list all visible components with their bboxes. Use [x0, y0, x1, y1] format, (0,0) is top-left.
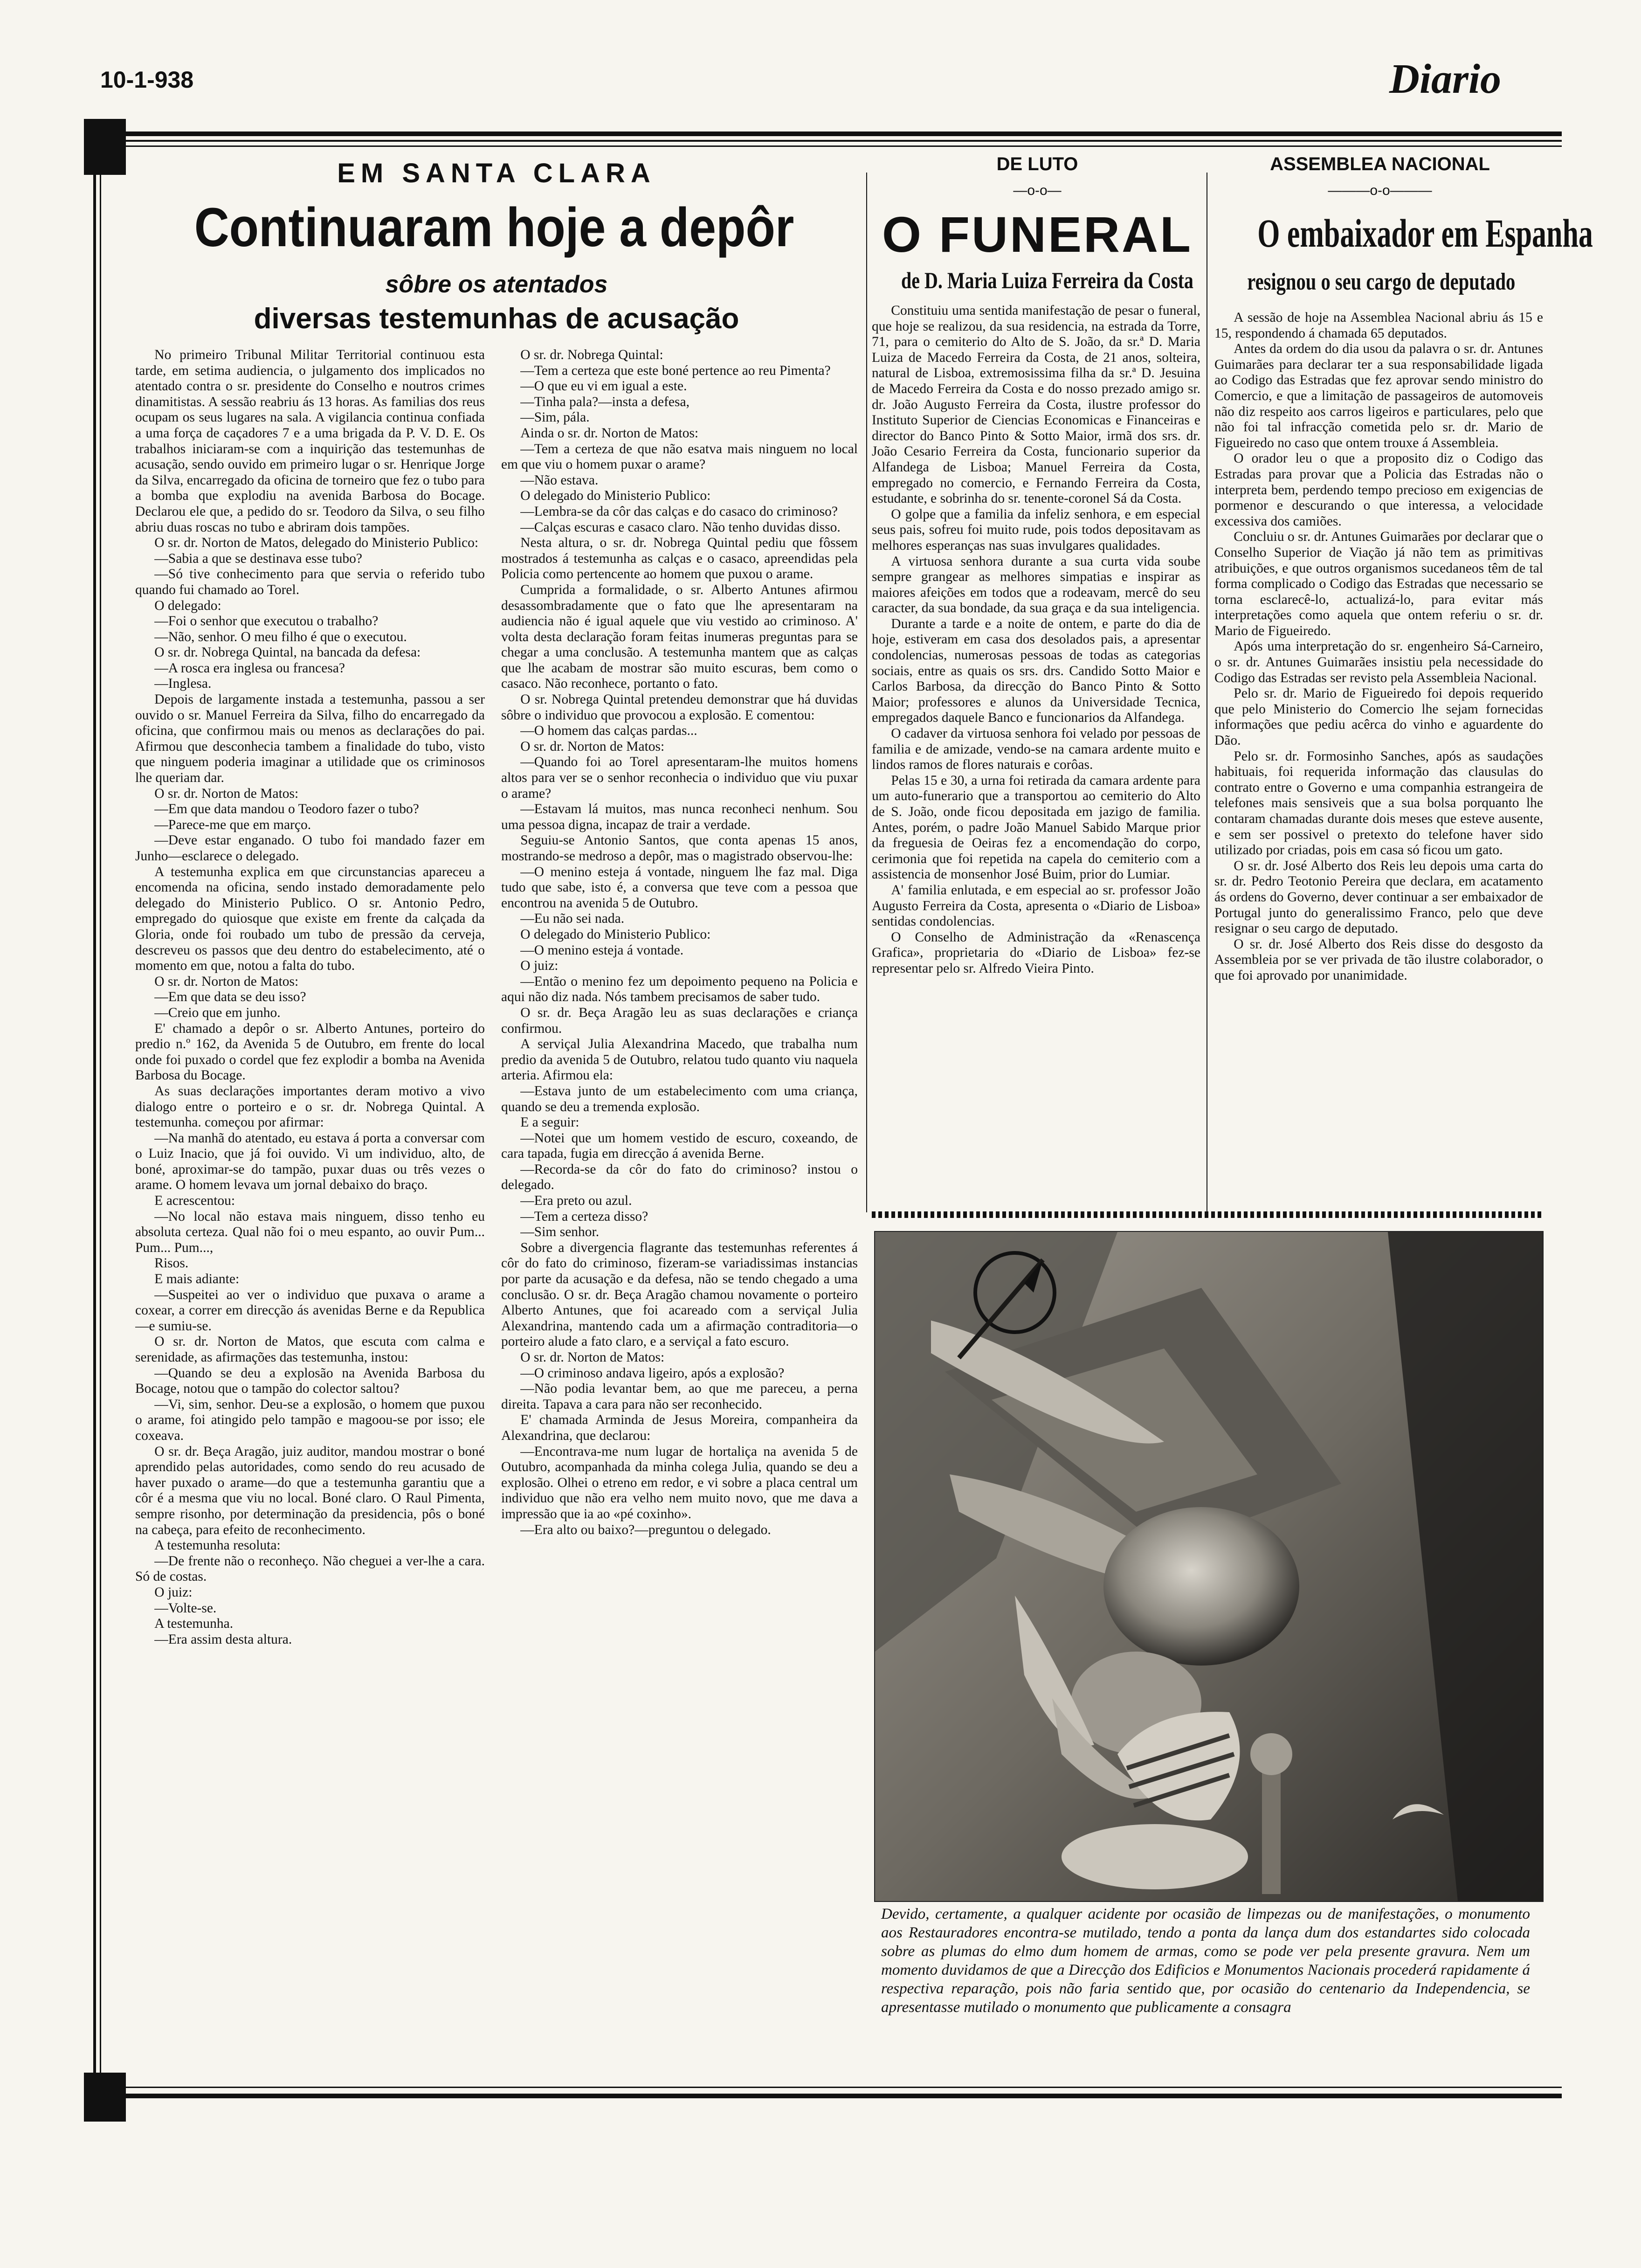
- article-paragraph: —Não estava.: [520, 472, 599, 488]
- santa-clara-kicker: EM SANTA CLARA: [337, 158, 656, 188]
- top-rule-thin: [126, 140, 1562, 142]
- article-paragraph: O sr. Nobrega Quintal pretendeu demonstrar que há duvidas sôbre o individuo que provocou a explosão. E comentou:: [501, 692, 858, 723]
- santa-clara-sub1: sôbre os atentados: [385, 271, 608, 298]
- assembleia-label: ASSEMBLEA NACIONAL: [1270, 154, 1490, 174]
- article-paragraph: O juiz:: [154, 1584, 193, 1600]
- article-paragraph: —Não podia levantar bem, ao que me pareceu, a perna direita. Tapava a cara para não ser reconhecido.: [501, 1381, 858, 1412]
- article-paragraph: O sr. dr. Nobrega Quintal, na bancada da defesa:: [154, 645, 421, 660]
- article-paragraph: O orador leu o que a proposito diz o Codigo das Estradas para provar que a Policia das Estradas não o interpreta bem, perdendo tempo precioso em exigencias de pormenor e descurando o que interessa, a velocidade excessiva dos camiões.: [1214, 451, 1543, 529]
- article-paragraph: O Conselho de Administração da «Renascença Grafica», proprietaria do «Diario de Lisboa» fez-se representar pelo sr. Alfredo Vieira Pinto.: [872, 929, 1200, 976]
- luto-label: DE LUTO: [996, 154, 1078, 174]
- article-paragraph: —Suspeitei ao ver o individuo que puxava o arame a coxear, a correr em direcção ás avenidas Berne e da Republica—e sumiu-se.: [135, 1287, 485, 1334]
- article-paragraph: E mais adiante:: [154, 1272, 240, 1287]
- article-paragraph: —Encontrava-me num lugar de hortaliça na avenida 5 de Outubro, acompanhada da minha colega Julia, quando se deu a explosão. Olhei o etreno em redor, e vi sobre a placa central um individuo que não era velho nem muito novo, que me dava a impressão que ia ao «pé coxinho».: [501, 1444, 858, 1521]
- article-paragraph: O cadaver da virtuosa senhora foi velado por pessoas de familia e de amizade, vendo-se na camara ardente muito e lindos ramos de flores naturais e corôas.: [872, 726, 1200, 773]
- article-paragraph: —O menino esteja á vontade.: [520, 942, 684, 958]
- luto-body: [872, 303, 1200, 1208]
- article-paragraph: Seguiu-se Antonio Santos, que conta apenas 15 anos, mostrando-se medroso a depôr, mas o magistrado observou-lhe:: [501, 833, 858, 864]
- article-paragraph: —Estava junto de um estabelecimento com uma criança, quando se deu a tremenda explosão.: [501, 1083, 858, 1114]
- article-paragraph: Cumprida a formalidade, o sr. Alberto Antunes afirmou desassombradamente que o fato que lhe apresentaram na audiencia não é igual aquele que viu vestido ao criminoso. A' volta desta declaração foram feitas inumeras preguntas para se chegar a uma conclusão. A testemunha mantem que as calças que lhe acabam de mostrar são muito escuras, bem como o casaco. Não reconhece, portanto o fato.: [501, 582, 858, 691]
- article-paragraph: —Sabia a que se destinava esse tubo?: [154, 551, 362, 566]
- article-paragraph: —Tem a certeza que este boné pertence ao reu Pimenta?: [520, 363, 831, 378]
- article-paragraph: E a seguir:: [520, 1115, 579, 1130]
- assembleia-body: [1214, 310, 1543, 1208]
- article-paragraph: E acrescentou:: [154, 1193, 235, 1209]
- article-paragraph: O sr. dr. Beça Aragão, juiz auditor, mandou mostrar o boné aprendido pelas autoridades, como sendo do reu acusado de haver puxado o arame—do que a testemunha garantiu que a côr é a mesma que viu no local. Boné claro. O Raul Pimenta, sempre risonho, por determinação da presidencia, pôs o boné na cabeça, para efeito de reconhecimento.: [135, 1444, 485, 1537]
- article-paragraph: —No local não estava mais ninguem, disso tenho eu absoluta certeza. Qual não foi o meu espanto, ao ouvir Pum... Pum... Pum...,: [135, 1209, 485, 1255]
- article-paragraph: Concluiu o sr. dr. Antunes Guimarães por declarar que o Conselho Superior de Viação já não tem as primitivas atribuições, e que outros organismos sucedaneos têm de tal forma complicado o Codigo das Estradas que necessario se torna esclarecê-lo, actualizá-lo, para evitar más interpretações como aquela que ontem referiu o sr. dr. Mario de Figueiredo.: [1214, 529, 1543, 638]
- luto-headline: O FUNERAL: [882, 206, 1193, 263]
- article-paragraph: —Estavam lá muitos, mas nunca reconheci nenhum. Sou uma pessoa digna, incapaz de trair a verdade.: [501, 802, 858, 832]
- article-paragraph: A virtuosa senhora durante a sua curta vida soube sempre grangear as melhores simpatias e inspirar as maiores afeições em todos que a rodeavam, mercê do seu caracter, da sua bondade, da sua graça e da sua inteligencia.: [872, 553, 1200, 616]
- photo-top-rule: [872, 1211, 1543, 1218]
- article-paragraph: Durante a tarde e a noite de ontem, e parte do dia de hoje, estiveram em casa dos desolados pais, a apresentar condolencias, numerosas pessoas de todas as categorias sociais, entre as quais os srs. drs. Candido Sotto Maior e Carlos Barbosa, da direcção do Banco Pinto & Sotto Maior; professores e alunos da Universidade Tecnica, empregados daquele Banco e funcionarios da Alfandega.: [872, 616, 1200, 726]
- article-paragraph: —Só tive conhecimento para que servia o referido tubo quando fui chamado ao Torel.: [135, 567, 485, 597]
- article-paragraph: Nesta altura, o sr. dr. Nobrega Quintal pediu que fôssem mostrados á testemunha as calças e o casaco, apreendidas pela Policia como pertencente ao homem que puxou o arame.: [501, 535, 858, 582]
- article-paragraph: —O homem das calças pardas...: [520, 723, 697, 739]
- article-paragraph: Pelo sr. dr. Mario de Figueiredo foi depois requerido que pelo Ministerio do Comercio lhe sejam fornecidas informações que pediu acêrca do vinho e aguardente do Dão.: [1214, 686, 1543, 748]
- article-paragraph: —O menino esteja á vontade, ninguem lhe faz mal. Diga tudo que sabe, isto é, a conversa que teve com a pessoa que encontrou na avenida 5 de Outubro.: [501, 864, 858, 911]
- article-paragraph: —A rosca era inglesa ou francesa?: [154, 660, 345, 676]
- article-paragraph: —Em que data se deu isso?: [154, 989, 306, 1005]
- top-rule: [126, 131, 1562, 136]
- article-paragraph: O sr. dr. Norton de Matos:: [520, 1350, 665, 1365]
- article-paragraph: —Sim senhor.: [520, 1224, 600, 1240]
- article-paragraph: O sr. dr. Norton de Matos:: [154, 786, 299, 801]
- bottom-rule-thin: [126, 2087, 1562, 2088]
- article-paragraph: A testemunha explica em que circunstancias apareceu a encomenda na oficina, sendo instado demoradamente pelo delegado do Ministerio Publico. O sr. Antonio Pedro, empregado do quiosque que existe em frente da calçada da Gloria, onde foi roubado um tubo de pressão da cerveja, descreveu os passos que deu dentro do estabelecimento, até o momento em que, notou a falta do tubo.: [135, 864, 485, 974]
- article-paragraph: O sr. dr. Beça Aragão leu as suas declarações e criança confirmou.: [501, 1005, 858, 1036]
- santa-clara-headline: Continuaram hoje a depôr: [194, 197, 794, 258]
- article-paragraph: —Inglesa.: [154, 676, 212, 691]
- left-frame-line2: [100, 175, 101, 2073]
- article-paragraph: —Volte-se.: [154, 1600, 217, 1616]
- corner-block-top: [84, 119, 126, 175]
- article-paragraph: —Então o menino fez um depoimento pequeno na Policia e aqui não diz nada. Nós tambem precisamos de saber tudo.: [501, 974, 858, 1005]
- article-paragraph: Após uma interpretação do sr. engenheiro Sá-Carneiro, o sr. dr. Antunes Guimarães insistiu pela necessidade do Codigo das Estradas ser revisto pela Assembleia Nacional.: [1214, 639, 1543, 685]
- luto-separator: —o-o—: [1013, 183, 1062, 198]
- article-paragraph: Risos.: [154, 1256, 189, 1271]
- article-paragraph: E' chamado a depôr o sr. Alberto Antunes, porteiro do predio n.º 162, da Avenida 5 de Outubro, em frente do local onde foi puxado o cordel que fez explodir a bomba na Avenida Barbosa du Bocage.: [135, 1021, 485, 1083]
- santa-clara-column-2: [501, 347, 858, 2077]
- column-divider-1: [866, 173, 867, 1212]
- article-paragraph: A serviçal Julia Alexandrina Macedo, que trabalha num predio da avenida 5 de Outubro, relatou tudo quanto viu naquela arteria. Afirmou ela:: [501, 1037, 858, 1083]
- article-paragraph: —Deve estar enganado. O tubo foi mandado fazer em Junho—esclarece o delegado.: [135, 833, 485, 864]
- article-paragraph: —Calças escuras e casaco claro. Não tenho duvidas disso.: [520, 519, 841, 535]
- article-paragraph: —Era alto ou baixo?—preguntou o delegado.: [520, 1522, 771, 1537]
- article-paragraph: A' familia enlutada, e em especial ao sr. professor João Augusto Ferreira da Costa, apresenta o «Diario de Lisboa» sentidas condolencias.: [872, 882, 1200, 929]
- article-paragraph: —Vi, sim, senhor. Deu-se a explosão, o homem que puxou o arame, foi atingido pelo tampão e magoou-se por isso; ele coxeava.: [135, 1397, 485, 1443]
- article-paragraph: —Tinha pala?—insta a defesa,: [520, 394, 689, 409]
- article-paragraph: O sr. dr. Nobrega Quintal:: [520, 347, 663, 362]
- article-paragraph: —Recorda-se da côr do fato do criminoso? instou o delegado.: [501, 1162, 858, 1193]
- article-paragraph: —Notei que um homem vestido de escuro, coxeando, de cara tapada, fugia em direcção á avenida Berne.: [501, 1130, 858, 1162]
- monument-photo: [874, 1231, 1544, 1902]
- bottom-rule: [126, 2094, 1562, 2098]
- article-paragraph: A sessão de hoje na Assemblea Nacional abriu ás 15 e 15, respondendo á chamada 65 deputados.: [1214, 310, 1543, 341]
- article-paragraph: O delegado do Ministerio Publico:: [520, 488, 711, 504]
- article-paragraph: O golpe que a familia da infeliz senhora, e em especial seus pais, sofreu foi muito rude, pois todos depositavam as melhores esperanças nas suas invulgares qualidades.: [872, 506, 1200, 553]
- top-rule-thin2: [126, 145, 1562, 147]
- assembleia-separator: ———o-o———: [1328, 183, 1432, 198]
- article-paragraph: —Era assim desta altura.: [154, 1632, 292, 1647]
- luto-subhead: de D. Maria Luiza Ferreira da Costa: [901, 267, 1193, 293]
- article-paragraph: O sr. dr. José Alberto dos Reis disse do desgosto da Assembleia por se ver privada de tão ilustre colaborador, o que foi aprovado por unanimidade.: [1214, 936, 1543, 983]
- article-paragraph: —Quando foi ao Torel apresentaram-lhe muitos homens altos para ver se o senhor reconhecia o individuo que viu puxar o arame?: [501, 754, 858, 801]
- article-paragraph: No primeiro Tribunal Militar Territorial continuou esta tarde, em setima audiencia, o julgamento dos implicados no atentado contra o sr. presidente do Conselho e noutros crimes dinamitistas. A sessão reabriu ás 13 horas. As familias dos reus ocupam os seus lugares na sala. A vigilancia continua confiada a uma força de caçadores 7 e a uma brigada da P. V. D. E. Os trabalhos iniciaram-se com a inquirição das testemunhas de acusação, sendo ouvido em primeiro lugar o sr. Henrique Jorge da Silva, encarregado da oficina de torneiro que fez o tubo para a bomba que explodiu na avenida Barbosa do Bocage. Declarou ele que, a pedido do sr. Teodoro da Silva, o seu filho abriu duas roscas no tubo e abriram dois tampões.: [135, 347, 485, 535]
- article-paragraph: —Parece-me que em março.: [154, 817, 311, 832]
- article-paragraph: —Quando se deu a explosão na Avenida Barbosa du Bocage, notou que o tampão do colector saltou?: [135, 1365, 485, 1397]
- article-paragraph: —Sim, pála.: [520, 410, 590, 425]
- article-paragraph: O delegado do Ministerio Publico:: [520, 927, 711, 942]
- assembleia-subhead: resignou o seu cargo de deputado: [1247, 269, 1516, 295]
- photo-caption: Devido, certamente, a qualquer acidente por ocasião de limpezas ou de manifestações, o monumento aos Restauradores encontra-se mutilado, tendo a ponta da lança dum dos estandartes sido colocada sobre as plumas do elmo dum homem de armas, como se pode ver pela presente gravura. Nem um momento duvidamos de que a Direcção dos Edificios e Monumentos Nacionais procederá rapidamente á respectiva reparação, pois não faria sentido que, por ocasião do centenario da Independencia, se apresentasse mutilado o monumento que publicamente a consagra: [881, 1906, 1530, 2016]
- santa-clara-column-1: [135, 347, 485, 2077]
- article-paragraph: E' chamada Arminda de Jesus Moreira, companheira da Alexandrina, que declarou:: [501, 1412, 858, 1443]
- article-paragraph: —Não, senhor. O meu filho é que o executou.: [154, 629, 407, 644]
- article-paragraph: —Tem a certeza disso?: [520, 1209, 648, 1224]
- masthead: Diario: [1389, 56, 1502, 102]
- left-frame-line: [93, 175, 96, 2073]
- article-paragraph: —Lembra-se da côr das calças e do casaco do criminoso?: [520, 504, 838, 519]
- article-paragraph: Constituiu uma sentida manifestação de pesar o funeral, que hoje se realizou, da sua residencia, na estrada da Torre, 71, para o cemiterio do Alto de S. João, da sr.ª D. Maria Luiza de Macedo Ferreira da Costa, de 21 anos, solteira, natural de Lisboa, extremosissima filha da sr.ª D. Jesuina de Macedo Ferreira da Costa e do nosso prezado amigo sr. dr. João Augusto Ferreira da Costa, ilustre professor do Instituto Superior de Ciencias Economicas e Financeiras e director do Banco Pinto & Sotto Maior, irmã dos srs. dr. João Cesario Ferreira da Costa, funcionario superior da Alfandega de Lisboa; Manuel Ferreira da Costa, empregado no comercio, e Fernando Ferreira da Costa, estudante, e sobrinha do sr. tenente-coronel Sá da Costa.: [872, 303, 1200, 506]
- article-paragraph: A testemunha resoluta:: [154, 1538, 281, 1553]
- page-date: 10-1-938: [100, 67, 194, 93]
- article-paragraph: —Em que data mandou o Teodoro fazer o tubo?: [154, 802, 419, 817]
- article-paragraph: O sr. dr. Norton de Matos, que escuta com calma e serenidade, as afirmações das testemunha, instou:: [135, 1334, 485, 1365]
- santa-clara-sub2: diversas testemunhas de acusação: [254, 303, 739, 335]
- article-paragraph: O sr. dr. Norton de Matos, delegado do Ministerio Publico:: [154, 535, 479, 551]
- article-paragraph: Pelo sr. dr. Formosinho Sanches, após as saudações habituais, foi requerida informação das clausulas do contrato entre o Governo e uma companhia estrangeira de telefones mais sensiveis que a sua bolsa porquanto lhe contaram chamadas durante dois meses que esteve ausente, e sem ser possivel o pretexto do telefone haver sido utilizado por criadas, pois em casa só ficou um gato.: [1214, 748, 1543, 858]
- article-paragraph: O sr. dr. José Alberto dos Reis leu depois uma carta do sr. dr. Pedro Teotonio Pereira que declara, em acatamento ás ordens do Governo, dever continuar a ser embaixador de Portugal junto do generalissimo Franco, pelo que deve resignar o seu cargo de deputado.: [1214, 858, 1543, 936]
- article-paragraph: O juiz:: [520, 958, 558, 974]
- article-paragraph: —Na manhã do atentado, eu estava á porta a conversar com o Luiz Inacio, que já foi ouvido. Vi um individuo, alto, de boné, aproximar-se do tampão, puxar duas ou três vezes o arame. O homem levava um jornal debaixo do braço.: [135, 1130, 485, 1193]
- article-paragraph: O sr. dr. Norton de Matos:: [520, 739, 665, 754]
- article-paragraph: O delegado:: [154, 598, 221, 613]
- article-paragraph: As suas declarações importantes deram motivo a vivo dialogo entre o porteiro e o sr. dr. Nobrega Quintal. A testemunha. começou por afirmar:: [135, 1083, 485, 1130]
- article-paragraph: Sobre a divergencia flagrante das testemunhas referentes á côr do fato do criminoso, fizeram-se variadissimas instancias por parte da acusação e da defesa, não se tendo chegado a uma conclusão. O sr. dr. Beça Aragão chamou novamente o porteiro Alberto Antunes, que foi acareado com a serviçal Julia Alexandrina, mantendo cada um a afirmação contraditoria—o porteiro alude a fato claro, e a serviçal a fato escuro.: [501, 1240, 858, 1349]
- article-paragraph: —Eu não sei nada.: [520, 911, 625, 927]
- article-paragraph: —O que eu vi em igual a este.: [520, 379, 687, 394]
- article-paragraph: —Foi o senhor que executou o trabalho?: [154, 614, 379, 629]
- article-paragraph: —O criminoso andava ligeiro, após a explosão?: [520, 1365, 785, 1381]
- article-paragraph: Ainda o sr. dr. Norton de Matos:: [520, 425, 699, 441]
- assembleia-headline: O embaixador em Espanha: [1257, 211, 1593, 256]
- article-paragraph: O sr. dr. Norton de Matos:: [154, 974, 299, 989]
- article-paragraph: Antes da ordem do dia usou da palavra o sr. dr. Antunes Guimarães para declarar ter a sua responsabilidade ligada ao Codigo das Estradas que fez aprovar sendo ministro do Comercio, e que a limitação de passageiros de automoveis não diz respeito aos carros ligeiros e particulares, pelo que não foi tal infracção cometida pelo sr. dr. Mario de Figueiredo no caso que ontem trouxe á Assembleia.: [1214, 341, 1543, 450]
- article-paragraph: Depois de largamente instada a testemunha, passou a ser ouvido o sr. Manuel Ferreira da Silva, filho do encarregado da oficina, que confirmou mais ou menos as declarações do pai. Afirmou que desconhecia tambem a finalidade do tubo, visto que ninguem poderia imaginar a utilidade que os criminosos lhe queriam dar.: [135, 692, 485, 786]
- article-paragraph: —Era preto ou azul.: [520, 1193, 632, 1209]
- article-paragraph: —Tem a certeza de que não esatva mais ninguem no local em que viu o homem puxar o arame?: [501, 441, 858, 472]
- article-paragraph: Pelas 15 e 30, a urna foi retirada da camara ardente para um auto-funerario que a transportou ao cemiterio do Alto de S. João, onde ficou depositada em jazigo de familia. Antes, porém, o padre João Manuel Sabido Marque prior da freguesia de Oeiras fez a encomendação do corpo, cerimonia que foi repetida na capela do cemiterio com a assistencia de monsenhor José Buim, prior do Lumiar.: [872, 773, 1200, 882]
- article-paragraph: —Creio que em junho.: [154, 1005, 281, 1020]
- corner-block-bottom: [84, 2073, 126, 2122]
- article-paragraph: A testemunha.: [154, 1616, 234, 1632]
- article-paragraph: —De frente não o reconheço. Não cheguei a ver-lhe a cara. Só de costas.: [135, 1553, 485, 1584]
